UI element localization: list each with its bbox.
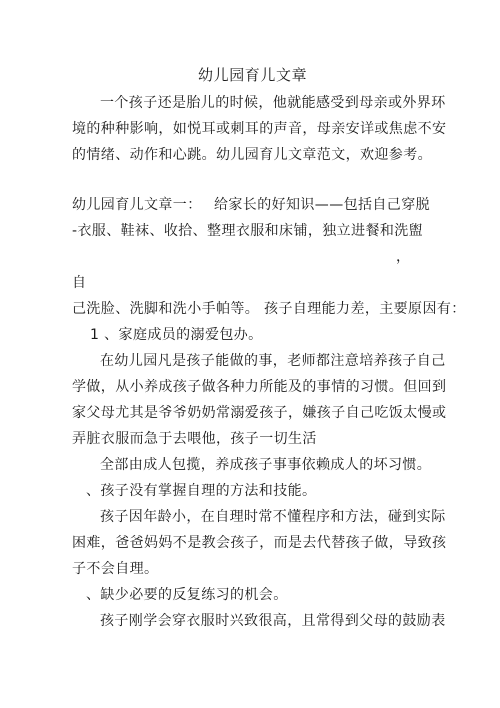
paragraph-1-line-3: 家父母尤其是爷爷奶奶常溺爱孩子，嫌孩子自己吃饭太慢或: [72, 405, 447, 421]
point-3: 、缺少必要的反复练习的机会。: [86, 587, 288, 603]
body-line-1: 己洗脸、洗脚和洗小手帕等。 孩子自理能力差，主要原因有：: [72, 301, 466, 317]
document-title: 幼儿园育儿文章: [198, 66, 308, 84]
section-line-2: -衣服、鞋袜、收拾、整理衣服和床铺，独立进餐和洗盥: [72, 223, 424, 239]
section-heading: 幼儿园育儿文章一：: [72, 197, 202, 213]
point-1: 1 、家庭成员的溺爱包办。: [90, 327, 263, 343]
stray-comma: ，: [396, 249, 411, 265]
paragraph-1-line-5: 全部由成人包揽，养成孩子事事依赖成人的坏习惯。: [100, 457, 432, 473]
intro-line-1: 一个孩子还是胎儿的时候，他就能感受到母亲或外界环: [100, 95, 446, 111]
point-2: 、孩子没有掌握自理的方法和技能。: [86, 483, 317, 499]
paragraph-1-line-4: 弄脏衣服而急于去喂他，孩子一切生活: [72, 431, 317, 447]
intro-line-3: 的情绪、动作和心跳。幼儿园育儿文章范文，欢迎参考。: [72, 147, 432, 163]
paragraph-2-line-3: 子不会自理。: [72, 561, 159, 577]
intro-line-2: 境的种种影响，如悦耳或刺耳的声音，母亲安详或焦虑不安: [72, 121, 447, 137]
stray-character: 自: [72, 275, 87, 291]
section-subtitle: 给家长的好知识——包括自己穿脱: [214, 197, 430, 213]
paragraph-3-line-1: 孩子刚学会穿衣服时兴致很高，且常得到父母的鼓励表: [100, 613, 446, 629]
paragraph-1-line-1: 在幼儿园凡是孩子能做的事，老师都注意培养孩子自己: [100, 353, 446, 369]
paragraph-1-line-2: 学做，从小养成孩子做各种力所能及的事情的习惯。但回到: [72, 379, 447, 395]
paragraph-2-line-1: 孩子因年龄小，在自理时常不懂程序和方法，碰到实际: [100, 509, 446, 525]
paragraph-2-line-2: 困难，爸爸妈妈不是教会孩子，而是去代替孩子做，导致孩: [72, 535, 447, 551]
